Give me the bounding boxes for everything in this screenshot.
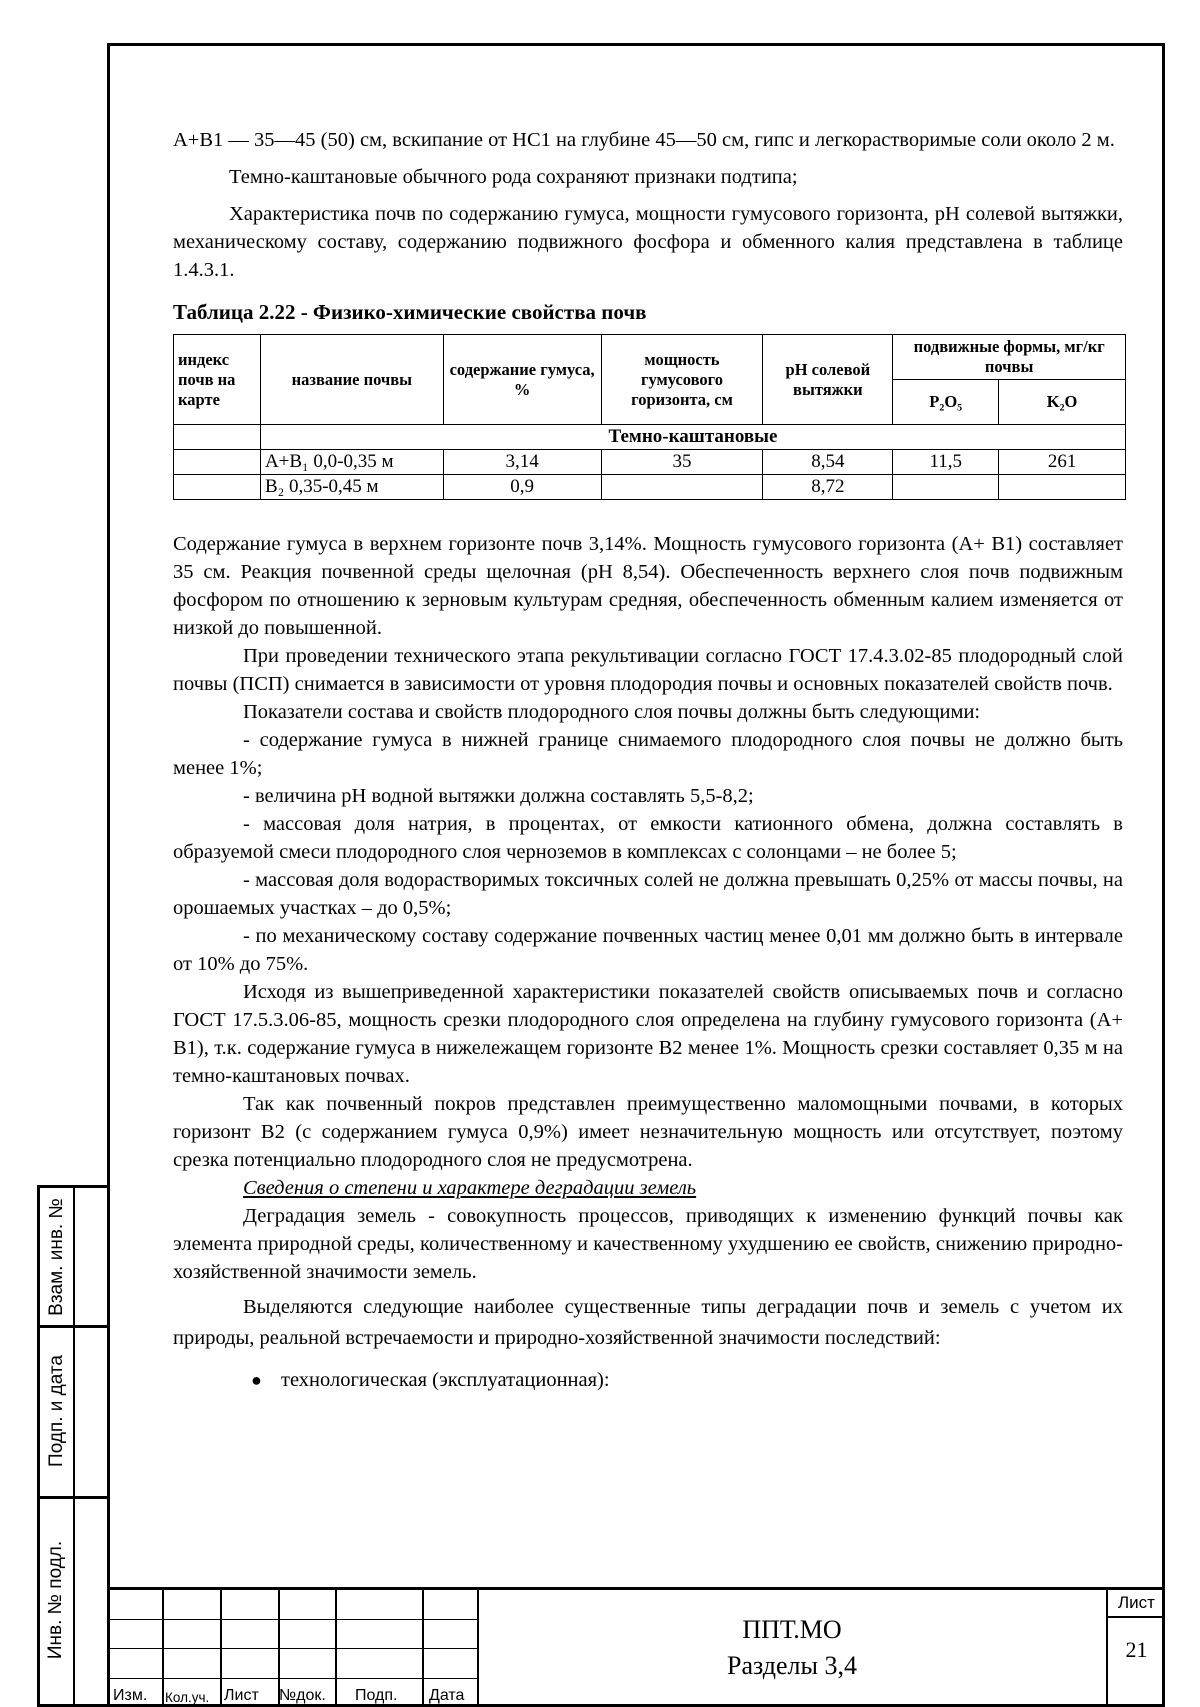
header-name: название почвы [260,335,443,425]
paragraph-degradation-types: Выделяются следующие наиболее существенные типы деградации почв и земель с учетом их природы, реальной встречаемости и природно-хозяйственной значимости последствий: [173,1296,1123,1349]
paragraph-degradation: Деградация земель - совокупность процессов, приводящих к изменению функций почвы как элемента природной среды, количественному и качественному ухудшению ее свойств, снижению природно-хозяйственной значимости земель. [173,1205,1123,1283]
section-heading-text: Сведения о степени и характере деградации земель [243,1177,697,1199]
bullet-item-text: технологическая (эксплуатационная): [281,1369,610,1391]
caption-list: Лист [224,1687,259,1704]
table-cell-name: A+B₁ 0,0-0,35 м [260,450,443,475]
header-humus: содержание гумуса, % [443,335,601,425]
document-sections: Разделы 3,4 [726,1651,857,1680]
side-label-podp [40,1325,73,1496]
side-label-vzam [40,1188,73,1325]
table-cell-thickness [601,475,763,500]
table-cell-index [174,475,261,500]
list-item: - массовая доля натрия, в процентах, от емкости катионного обмена, должна составлять в образуемой смеси плодородного слоя черноземов в комплексах с солонцами – не более 5; [173,813,1123,863]
list-item: - по механическому составу содержание почвенных частиц менее 0,01 мм должно быть в интервале от 10% до 75%. [173,925,1123,975]
table-cell-ph: 8,54 [763,450,893,475]
list-item: - массовая доля водорастворимых токсичных солей не должна превышать 0,25% от массы почвы, на орошаемых участках – до 0,5%; [173,869,1123,919]
list-item: - содержание гумуса в нижней границе снимаемого плодородного слоя почвы не должно быть менее 1%; [173,729,1123,779]
bullet-icon: ● [251,1370,262,1390]
table-cell-name: B₂ 0,35-0,45 м [260,475,443,500]
caption-podp: Подп. [355,1687,398,1704]
caption-ndok: №док. [279,1687,326,1704]
sheet-number: 21 [1125,1637,1148,1662]
title-block-col-line [162,1590,164,1707]
table-cell-p2o5: 11,5 [893,450,999,475]
paragraph-horizon: A+B1 — 35—45 (50) см, вскипание от HC1 на глубине 45—50 см, гипс и легкорастворимые соли около 2 м. [173,129,1115,151]
header-p2o5: P₂O₅ [893,380,999,425]
title-block-grid [107,1590,477,1707]
table-cell-humus: 0,9 [443,475,601,500]
document-body [173,126,1123,1394]
header-ph: pH солевой вытяжки [763,335,893,425]
title-block-col-line [220,1590,222,1707]
table-group-row [174,425,1126,450]
paragraph-recultivation: При проведении технического этапа рекультивации согласно ГОСТ 17.4.3.02-85 плодородный слой почвы (ПСП) снимается в зависимости от уровня плодородия почвы и основных показателей свойств почв. [173,645,1123,695]
table-title: Таблица 2.22 - Физико-химические свойства почв [173,300,647,324]
paragraph-characteristics: Характеристика почв по содержанию гумуса, мощности гумусового горизонта, pH солевой вытяжки, механическому составу, содержанию подвижного фосфора и обменного калия представлена в таблице 1.4.3.1. [173,203,1123,281]
table-cell-p2o5 [893,475,999,500]
title-block [107,1587,1165,1707]
table-group-index-cell [174,425,261,450]
table-cell-ph: 8,72 [763,475,893,500]
table-group-label: Темно-каштановые [260,425,1125,450]
side-label-podp-text: Подп. и дата [45,1354,67,1467]
header-thickness: мощность гумусового горизонта, см [601,335,763,425]
side-label-inv-text: Инв. № подл. [45,1540,67,1660]
document-code: ППТ.МО [742,1615,842,1644]
header-k2o: K₂O [999,380,1126,425]
paragraph-cover: Так как почвенный покров представлен преимущественно маломощными почвами, в которых горизонт B2 (с содержанием гумуса 0,9%) имеет незначительную мощность или отсутствует, поэтому срезка потенциально плодородного слоя не предусмотрена. [173,1093,1123,1171]
section-heading [173,1174,1123,1202]
table-cell-thickness: 35 [601,450,763,475]
soil-properties-table [173,334,1126,500]
table-header-row [174,335,1126,380]
caption-kol-uch: Кол.уч. [165,1690,210,1705]
table-row [174,475,1126,500]
title-block-col-line [335,1590,337,1707]
title-block-col-line [422,1590,424,1707]
table-cell-k2o: 261 [999,450,1126,475]
table-cell-index [174,450,261,475]
title-block-main [477,1590,1105,1707]
bullet-list-item [173,1366,1123,1394]
list-item: - величина pH водной вытяжки должна составлять 5,5-8,2; [243,785,754,807]
caption-data: Дата [429,1687,465,1704]
side-label-vzam-text: Взам. инв. № [45,1197,67,1316]
table-cell-humus: 3,14 [443,450,601,475]
header-mobile-forms: подвижные формы, мг/кг почвы [893,335,1126,380]
paragraph-indicators: Показатели состава и свойств плодородного слоя почвы должны быть следующими: [243,701,981,723]
header-index: индекс почв на карте [174,335,261,425]
paragraph-cut-depth: Исходя из вышеприведенной характеристики показателей свойств описываемых почв и согласно ГОСТ 17.5.3.06-85, мощность срезки плодородного слоя определена на глубину гумусового горизонта (A+ B1), т.к. содержание гумуса в нижележащем горизонте B2 менее 1%. Мощность срезки составляет 0,35 м на темно-каштановых почвах. [173,981,1123,1087]
side-label-inv [40,1496,73,1704]
table-cell-k2o [999,475,1126,500]
caption-izm: Изм. [113,1687,148,1704]
side-strip-divider [73,1188,75,1704]
side-stamp-strip [37,1185,107,1707]
sheet-label: Лист [1108,1590,1165,1618]
table-row [174,450,1126,475]
paragraph-humus-content: Содержание гумуса в верхнем горизонте почв 3,14%. Мощность гумусового горизонта (A+ B1) составляет 35 см. Реакция почвенной среды щелочная (pH 8,54). Обеспеченность верхнего слоя почв подвижным фосфором по отношению к зерновым культурам средняя, обеспеченность обменным калием изменяется от низкой до повышенной. [173,533,1123,639]
title-block-sheet [1106,1590,1165,1707]
paragraph-subtype: Темно-каштановые обычного рода сохраняют признаки подтипа; [229,166,798,188]
